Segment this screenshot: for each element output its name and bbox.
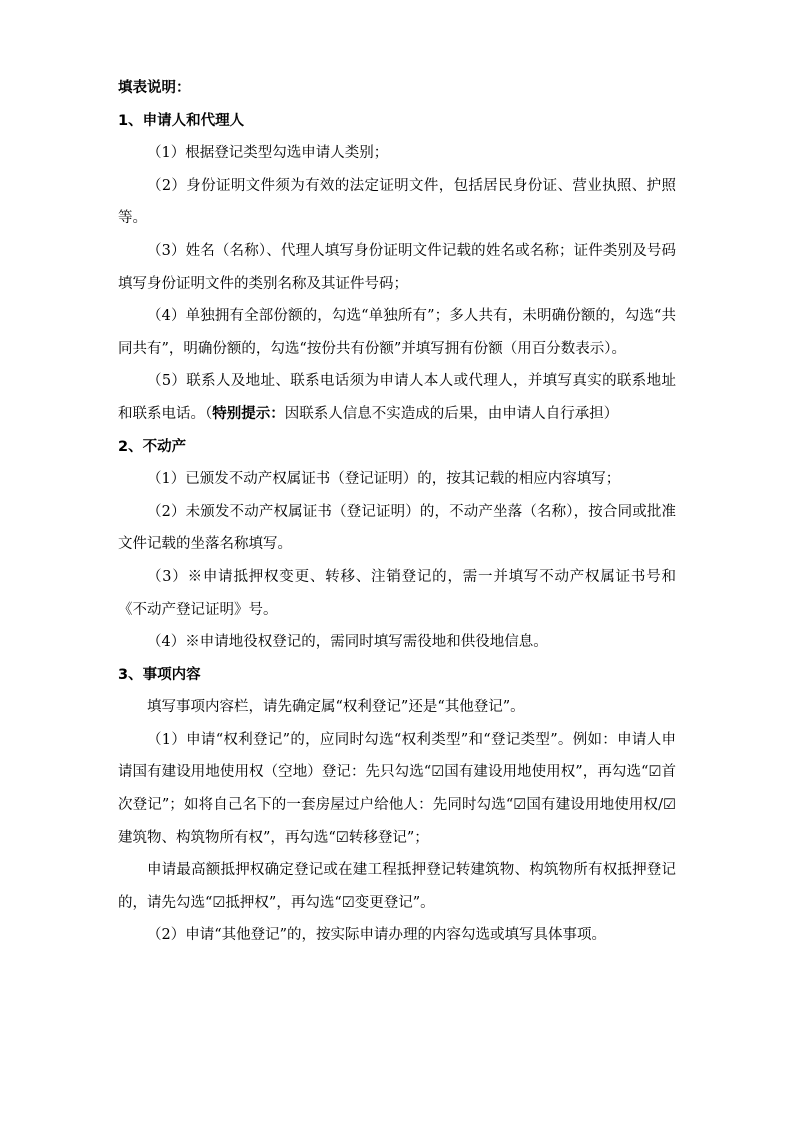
section-heading-matter-content: 3、事项内容 bbox=[118, 666, 201, 683]
instruction-2-4: （4）※申请地役权登记的，需同时填写需役地和供役地信息。 bbox=[147, 634, 548, 651]
instruction-3-1: （1）申请“权利登记”的，应同时勾选“权利类型”和“登记类型”。例如：申请人申请国有建设用地使用权（空地）登记：先只勾选“☑国有建设用地使用权”，再勾选“☑首次登记”；如将自己名下的一套房屋过户给他人：先同时勾选“☑国有建设用地使用权/☑建筑物、构筑物所有权”，再勾选“☑转移登记”； bbox=[118, 731, 676, 846]
special-notice-text: 因联系人信息不实造成的后果，由申请人自行承担） bbox=[284, 405, 619, 422]
instruction-1-1: （1）根据登记类型勾选申请人类别； bbox=[147, 145, 389, 162]
instruction-1-5 bbox=[118, 365, 676, 430]
instruction-3-mortgage: 申请最高额抵押权确定登记或在建工程抵押登记转建筑物、构筑物所有权抵押登记的，请先勾选“☑抵押权”，再勾选“☑变更登记”。 bbox=[118, 862, 676, 911]
instruction-1-5-text: （5）联系人及地址、联系电话须为申请人本人或代理人，并填写真实的联系地址和联系电话。（ bbox=[118, 373, 676, 422]
instruction-2-1: （1）已颁发不动产权属证书（登记证明）的，按其记载的相应内容填写； bbox=[147, 471, 621, 488]
instruction-2-2: （2）未颁发不动产权属证书（登记证明）的，不动产坐落（名称），按合同或批准文件记载的坐落名称填写。 bbox=[118, 503, 676, 553]
instruction-1-3: （3）姓名（名称）、代理人填写身份证明文件记载的姓名或名称；证件类别及号码填写身份证明文件的类别名称及其证件号码； bbox=[118, 242, 676, 292]
section-heading-real-estate: 2、不动产 bbox=[118, 438, 187, 455]
special-notice-label: 特别提示： bbox=[212, 405, 285, 422]
instruction-1-2: （2）身份证明文件须为有效的法定证明文件，包括居民身份证、营业执照、护照等。 bbox=[118, 177, 676, 227]
document-title: 填表说明： bbox=[118, 80, 191, 96]
section-heading-applicant-agent: 1、申请人和代理人 bbox=[118, 112, 245, 129]
instruction-1-4: （4）单独拥有全部份额的，勾选“单独所有”；多人共有，未明确份额的，勾选“共同共有”，明确份额的，勾选“按份共有份额”并填写拥有份额（用百分数表示）。 bbox=[118, 308, 676, 357]
instruction-2-3: （3）※申请抵押权变更、转移、注销登记的，需一并填写不动产权属证书号和《不动产登记证明》号。 bbox=[118, 568, 676, 618]
instruction-3-intro: 填写事项内容栏，请先确定属“权利登记”还是“其他登记”。 bbox=[147, 699, 525, 716]
instruction-3-2: （2）申请“其他登记”的，按实际申请办理的内容勾选或填写具体事项。 bbox=[147, 927, 607, 944]
